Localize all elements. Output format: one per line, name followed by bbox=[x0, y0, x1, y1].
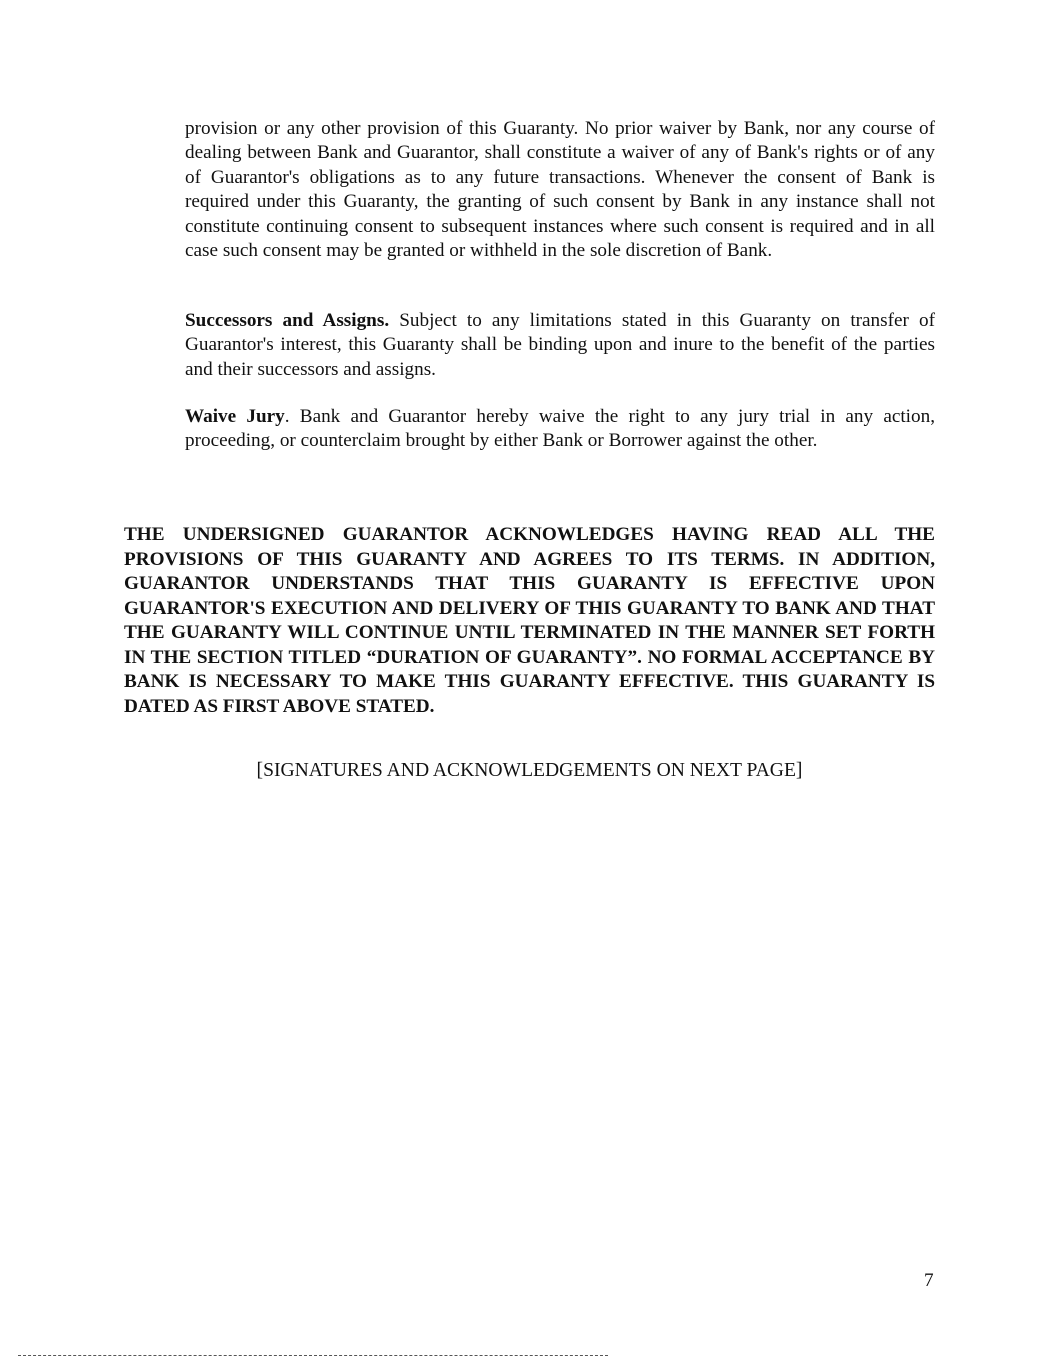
scan-edge-line bbox=[18, 1355, 608, 1356]
signatures-notice: [SIGNATURES AND ACKNOWLEDGEMENTS ON NEXT PAGE] bbox=[256, 760, 803, 781]
paragraph-successors-and-assigns bbox=[185, 309, 935, 382]
paragraph-waiver-continuation bbox=[185, 117, 935, 263]
paragraph-heading: Waive Jury bbox=[185, 406, 285, 427]
paragraph-heading: Successors and Assigns. bbox=[185, 310, 390, 331]
paragraph-text: Subject to any limitations stated in this Guaranty on transfer of Guarantor's interest, this Guaranty shall be binding upon and inure to the benefit of the parties and their successors and assigns. bbox=[185, 310, 935, 380]
page-number: 7 bbox=[924, 1270, 934, 1291]
guarantor-acknowledgement: THE UNDERSIGNED GUARANTOR ACKNOWLEDGES HAVING READ ALL THE PROVISIONS OF THIS GUARANTY AND AGREES TO ITS TERMS. IN ADDITION, GUARANTOR UNDERSTANDS THAT THIS GUARANTY IS EFFECTIVE UPON GUARANTOR'S EXECUTION AND DELIVERY OF THIS GUARANTY TO BANK AND THAT THE GUARANTY WILL CONTINUE UNTIL TERMINATED IN THE MANNER SET FORTH IN THE SECTION TITLED “DURATION OF GUARANTY”. NO FORMAL ACCEPTANCE BY BANK IS NECESSARY TO MAKE THIS GUARANTY EFFECTIVE. THIS GUARANTY IS DATED AS FIRST ABOVE STATED. bbox=[124, 524, 935, 717]
paragraph-text: provision or any other provision of this Guaranty. No prior waiver by Bank, nor any course of dealing between Bank and Guarantor, shall constitute a waiver of any of Bank's rights or of any of Guarantor's obligations as to any future transactions. Whenever the consent of Bank is required under this Guaranty, the granting of such consent by Bank in any instance shall not constitute continuing consent to subsequent instances where such consent is required and in all case such consent may be granted or withheld in the sole discretion of Bank. bbox=[185, 118, 935, 262]
paragraph-waive-jury bbox=[185, 405, 935, 454]
paragraph-text: . Bank and Guarantor hereby waive the right to any jury trial in any action, proceeding, or counterclaim brought by either Bank or Borrower against the other. bbox=[185, 406, 935, 452]
